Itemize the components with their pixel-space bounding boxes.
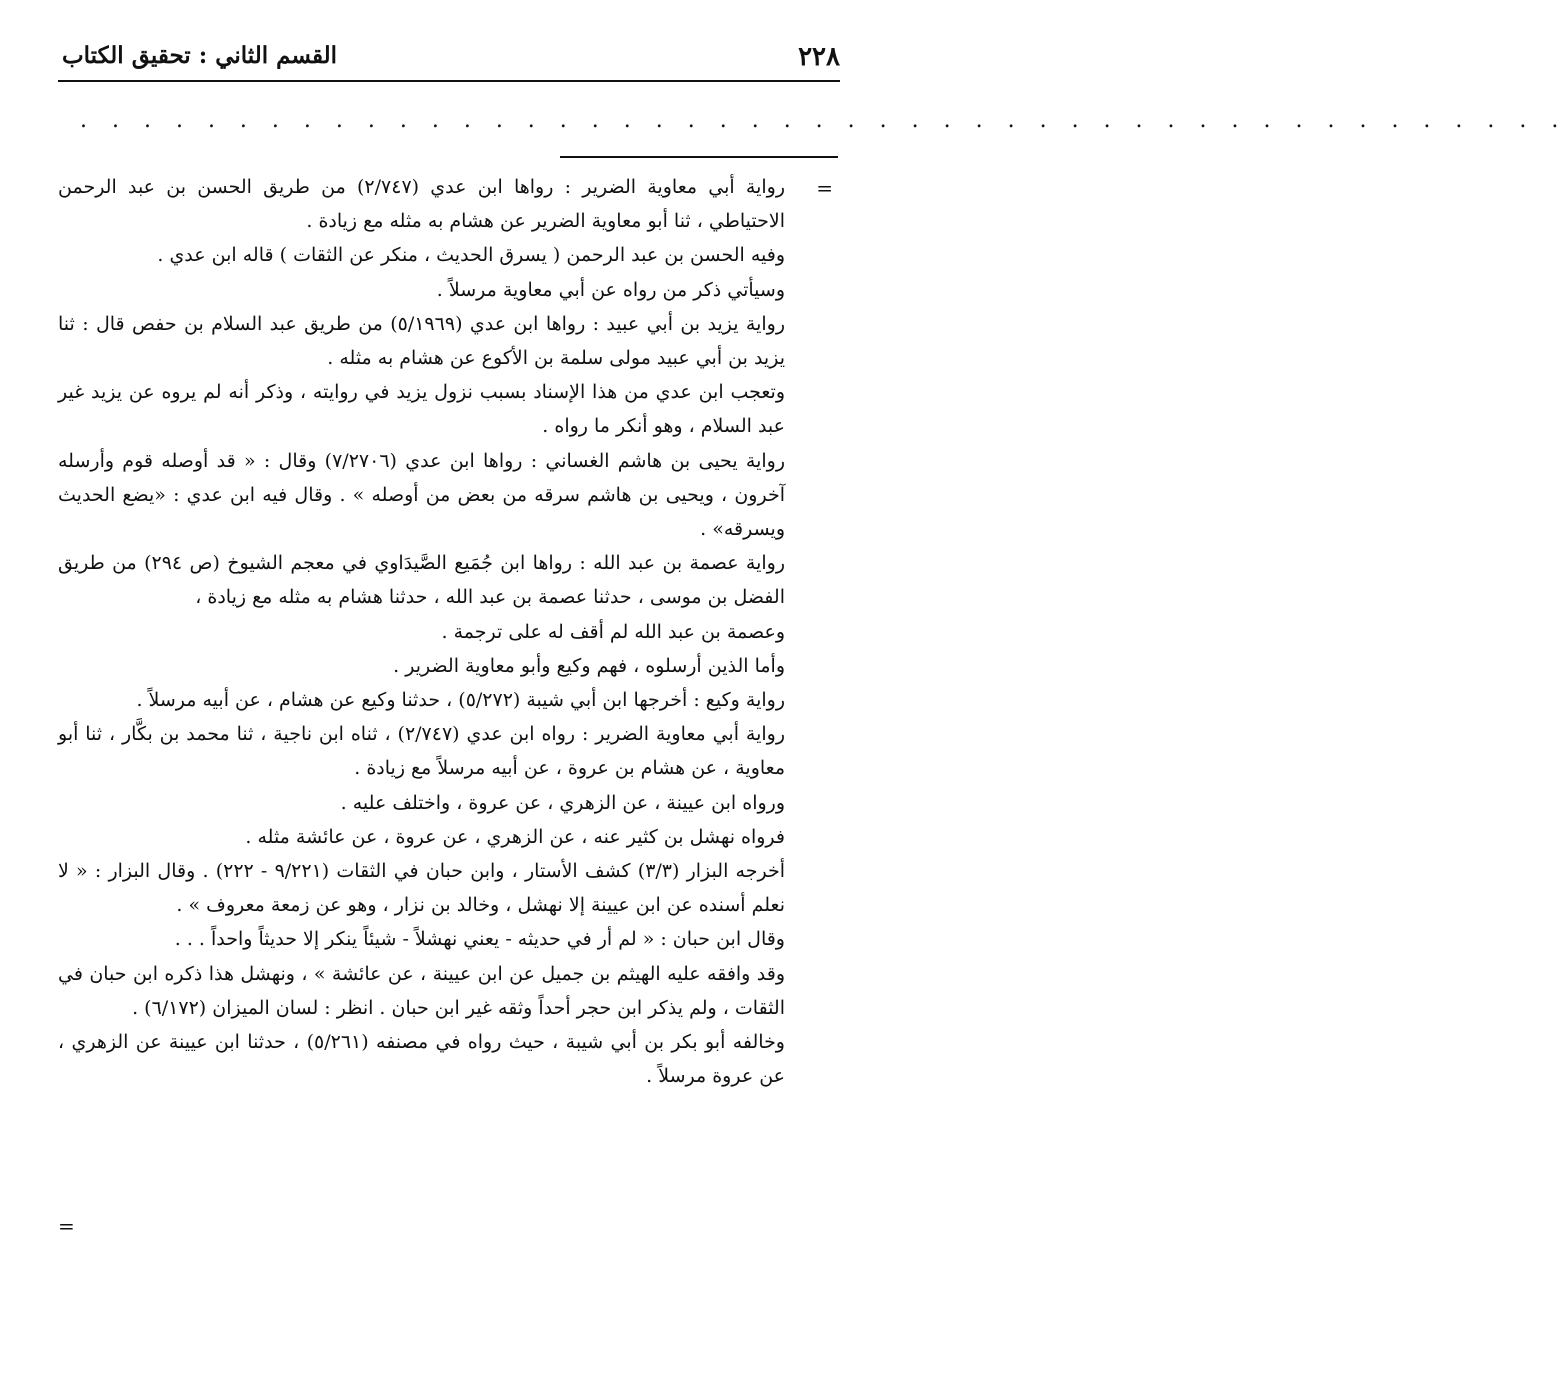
paragraph: وفيه الحسن بن عبد الرحمن ( يسرق الحديث ، منكر عن الثقات ) قاله ابن عدي . bbox=[157, 244, 785, 267]
paragraph: فرواه نهشل بن كثير عنه ، عن الزهري ، عن عروة ، عن عائشة مثله . bbox=[245, 825, 785, 848]
paragraph: وقال ابن حبان : « لم أر في حديثه - يعني نهشلاً - شيئاً ينكر إلا حديثاً واحداً . . . bbox=[174, 928, 785, 951]
paragraph: وسيأتي ذكر من رواه عن أبي معاوية مرسلاً . bbox=[436, 278, 785, 301]
paragraph: رواية وكيع : أخرجها ابن أبي شيبة (٥/٢٧٢) ، حدثنا وكيع عن هشام ، عن أبيه مرسلاً . bbox=[136, 689, 785, 712]
page-header bbox=[62, 40, 840, 80]
paragraph: رواية يحيى بن هاشم الغساني : رواها ابن عدي (٧/٢٧٠٦) وقال : « قد أوصله قوم وأرسله آخرون ، ويحيى بن هاشم سرقه من بعض من أوصله » . وقال فيه ابن عدي : «يضع الحديث ويسرقه» . bbox=[58, 449, 785, 541]
paragraph: رواية عصمة بن عبد الله : رواها ابن جُمَيع الصَّيدَاوي في معجم الشيوخ (ص ٢٩٤) من طريق الفضل بن موسى ، حدثنا عصمة بن عبد الله ، حدثنا هشام به مثله مع زيادة ، bbox=[58, 552, 786, 609]
paragraph: وقد وافقه عليه الهيثم بن جميل عن ابن عيينة ، عن عائشة » ، ونهشل هذا ذكره ابن حبان في الثقات ، ولم يذكر ابن حجر أحداً وثقه غير ابن حبان . انظر : لسان الميزان (٦/١٧٢) . bbox=[58, 962, 785, 1019]
paragraph: أخرجه البزار (٣/٣) كشف الأستار ، وابن حبان في الثقات (٩/٢٢١ - ٢٢٢) . وقال البزار : « لا نعلم أسنده عن ابن عيينة إلا نهشل ، وخالد بن نزار ، وهو عن زمعة معروف » . bbox=[58, 860, 785, 917]
paragraph: ورواه ابن عيينة ، عن الزهري ، عن عروة ، واختلف عليه . bbox=[340, 791, 785, 814]
omitted-text-dot-leader: . . . . . . . . . . . . . . . . . . . . . . . . . . . . . . . . . . . . . . . . . . . . . . . bbox=[80, 108, 1567, 133]
paragraph: وتعجب ابن عدي من هذا الإسناد بسبب نزول يزيد في روايته ، وذكر أنه لم يروه عن يزيد غير عبد السلام ، وهو أنكر ما رواه . bbox=[58, 381, 785, 438]
footnote-continuation-mark: = bbox=[816, 176, 833, 200]
running-title: القسم الثاني : تحقيق الكتاب bbox=[62, 42, 338, 69]
paragraph: رواية أبي معاوية الضرير : رواها ابن عدي (٢/٧٤٧) من طريق الحسن بن عبد الرحمن الاحتياطي ، ثنا أبو معاوية الضرير عن هشام به مثله مع زيادة . bbox=[58, 176, 785, 233]
header-rule bbox=[58, 80, 840, 82]
paragraph: وعصمة بن عبد الله لم أقف له على ترجمة . bbox=[441, 620, 785, 643]
paragraph: رواية أبي معاوية الضرير : رواه ابن عدي (٢/٧٤٧) ، ثناه ابن ناجية ، ثنا محمد بن بكَّار ، ثنا أبو معاوية ، عن هشام بن عروة ، عن أبيه مرسلاً مع زيادة . bbox=[58, 723, 785, 780]
paragraph: وأما الذين أرسلوه ، فهم وكيع وأبو معاوية الضرير . bbox=[393, 654, 785, 677]
paragraph: رواية يزيد بن أبي عبيد : رواها ابن عدي (٥/١٩٦٩) من طريق عبد السلام بن حفص قال : ثنا يزيد بن أبي عبيد مولى سلمة بن الأكوع عن هشام به مثله . bbox=[58, 312, 785, 370]
page-number: ٢٢٨ bbox=[798, 42, 840, 72]
paragraph: وخالفه أبو بكر بن أبي شيبة ، حيث رواه في مصنفه (٥/٢٦١) ، حدثنا ابن عيينة عن الزهري ، عن عروة مرسلاً . bbox=[58, 1031, 785, 1088]
footnote-text bbox=[58, 170, 785, 1093]
footnote-continuation-mark-end: = bbox=[58, 1214, 75, 1238]
footnote-separator-rule bbox=[560, 156, 838, 158]
